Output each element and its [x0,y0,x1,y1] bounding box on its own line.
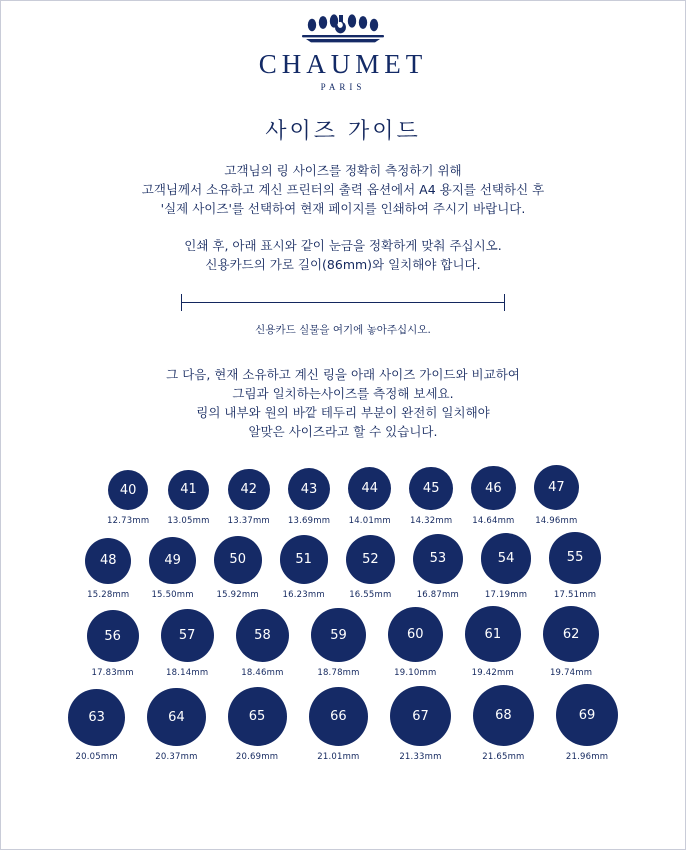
ring-size-cell [473,685,534,762]
intro-line-3: '실제 사이즈'를 선택하여 현재 페이지를 인쇄하여 주시기 바랍니다. [160,201,526,216]
ring-size-cell [311,608,365,678]
ring-size-cell [390,686,451,763]
ring-size-mm-label: 21.33mm [399,752,442,763]
compare-line-1: 그 다음, 현재 소유하고 계신 링을 아래 사이즈 가이드와 비교하여 [166,367,520,382]
ring-size-mm-label: 20.05mm [75,752,118,763]
ring-size-cell [409,467,453,527]
crown-icon [284,13,402,47]
ring-size-circle: 43 [288,468,330,510]
ring-size-circle: 58 [236,609,290,663]
ring-size-mm-label: 19.10mm [394,668,437,679]
ring-size-circle: 66 [309,687,369,747]
ring-size-circle: 44 [348,467,391,510]
ring-size-mm-label: 20.69mm [235,752,279,763]
ring-size-circle: 64 [147,688,205,746]
ring-size-circle: 57 [161,609,214,662]
ring-size-mm-label: 12.73mm [107,516,150,527]
ring-size-mm-label: 14.64mm [472,516,515,527]
ring-size-mm-label: 18.78mm [317,668,360,679]
ring-size-circle: 67 [390,686,451,747]
ring-size-cell [87,610,139,678]
ring-size-mm-label: 17.83mm [91,668,134,679]
ring-size-mm-label: 15.92mm [216,589,259,600]
ring-size-circle: 51 [280,535,328,583]
ring-size-mm-label: 18.14mm [166,668,209,679]
ring-size-circle: 47 [534,465,579,510]
ring-size-circle: 46 [471,466,516,511]
compare-paragraph [1,365,685,441]
ring-size-circle: 62 [543,606,600,663]
ring-size-circle: 50 [214,536,262,584]
ring-size-circle: 68 [473,685,534,746]
compare-line-4: 알맞은 사이즈라고 할 수 있습니다. [248,424,438,439]
ring-size-mm-label: 16.23mm [282,589,325,600]
intro-paragraph [1,161,685,218]
ring-size-mm-label: 19.42mm [471,668,514,679]
ring-size-cell [161,609,214,678]
instructions-line-1: 인쇄 후, 아래 표시와 같이 눈금을 정확하게 맞춰 주십시오. [184,238,502,253]
ring-size-mm-label: 17.51mm [553,589,597,600]
ruler-line [181,302,505,303]
intro-line-2: 고객님께서 소유하고 계신 프린터의 출력 옵션에서 A4 용지를 선택하신 후 [141,182,545,197]
ring-size-row [1,532,685,599]
ring-size-cell [309,687,369,763]
ring-size-circle: 40 [108,470,148,510]
ring-size-cell [149,537,196,600]
ring-size-cell [236,609,290,679]
ruler-caption: 신용카드 실물을 여기에 놓아주십시오. [255,324,431,336]
intro-line-1: 고객님의 링 사이즈를 정확히 측정하기 위해 [224,163,462,178]
ring-size-cell [147,688,205,762]
ring-size-mm-label: 21.01mm [317,752,360,763]
ring-size-mm-label: 19.74mm [549,668,593,679]
ring-size-circle: 53 [413,534,463,584]
ring-size-mm-label: 16.55mm [349,589,392,600]
ring-size-cell [280,535,328,599]
ring-size-cell [534,465,579,526]
compare-line-3: 링의 내부와 원의 바깥 테두리 부분이 완전히 일치해야 [196,405,490,420]
ring-size-cell [346,535,395,600]
ring-size-mm-label: 13.37mm [227,516,270,527]
ring-size-mm-label: 16.87mm [416,589,459,600]
ring-size-mm-label: 20.37mm [155,752,198,763]
ring-size-cell [107,470,149,526]
ring-size-mm-label: 18.46mm [241,668,284,679]
brand-name: CHAUMET [258,49,428,79]
brand-logo [1,1,685,92]
ring-size-circle: 60 [388,607,443,662]
ring-size-cell [167,470,209,527]
ring-size-cell [228,687,287,762]
ring-size-circle: 63 [68,689,125,746]
credit-card-ruler [1,294,685,337]
ruler-tick-left [181,294,182,311]
instructions-line-2: 신용카드의 가로 길이(86mm)와 일치해야 합니다. [205,257,481,272]
ring-size-cell [556,684,618,762]
ring-size-cell [228,469,270,527]
ring-size-cell [481,533,532,600]
ring-size-row [1,465,685,526]
ruler-bar [181,294,505,310]
ring-size-mm-label: 21.65mm [482,752,525,763]
ring-size-cell [214,536,262,600]
ring-size-circle: 61 [465,606,521,662]
ring-size-cell [85,538,131,600]
ring-size-cell [388,607,443,678]
ring-size-mm-label: 21.96mm [565,752,609,763]
ring-size-cell [465,606,521,678]
ring-size-cell [549,532,600,599]
ring-size-circle: 45 [409,467,453,511]
ring-size-circle: 55 [549,532,600,583]
ring-size-cell [471,466,516,527]
ring-size-circle: 41 [168,470,209,511]
brand-sub: PARIS [320,82,366,92]
ring-size-mm-label: 14.96mm [535,516,578,527]
ring-size-mm-label: 14.01mm [348,516,391,527]
ring-size-circle: 42 [228,469,270,511]
ring-size-cell [543,606,600,679]
ring-size-cell [348,467,391,526]
ring-size-row [1,606,685,679]
ring-size-circle: 59 [311,608,365,662]
ring-size-mm-label: 14.32mm [410,516,453,527]
ring-size-mm-label: 13.69mm [287,516,331,527]
ring-size-circle: 56 [87,610,139,662]
ring-size-cell [68,689,125,762]
ring-size-circle: 48 [85,538,131,584]
ring-size-row [1,684,685,762]
ring-size-mm-label: 15.50mm [151,589,194,600]
ring-size-circle: 54 [481,533,532,584]
ring-size-circle: 52 [346,535,395,584]
page-title: 사이즈 가이드 [265,119,421,144]
ring-size-circle: 49 [149,537,196,584]
ring-size-circle: 65 [228,687,287,746]
ring-size-mm-label: 17.19mm [484,589,528,600]
ring-size-mm-label: 13.05mm [167,516,210,527]
ruler-tick-right [504,294,505,311]
instructions-paragraph [1,236,685,274]
ring-size-cell [413,534,463,600]
ring-size-mm-label: 15.28mm [87,589,130,600]
ring-size-cell [288,468,330,526]
ring-size-circle: 69 [556,684,618,746]
compare-line-2: 그림과 일치하는사이즈를 측정해 보세요. [232,386,454,401]
ring-size-chart [1,465,685,762]
